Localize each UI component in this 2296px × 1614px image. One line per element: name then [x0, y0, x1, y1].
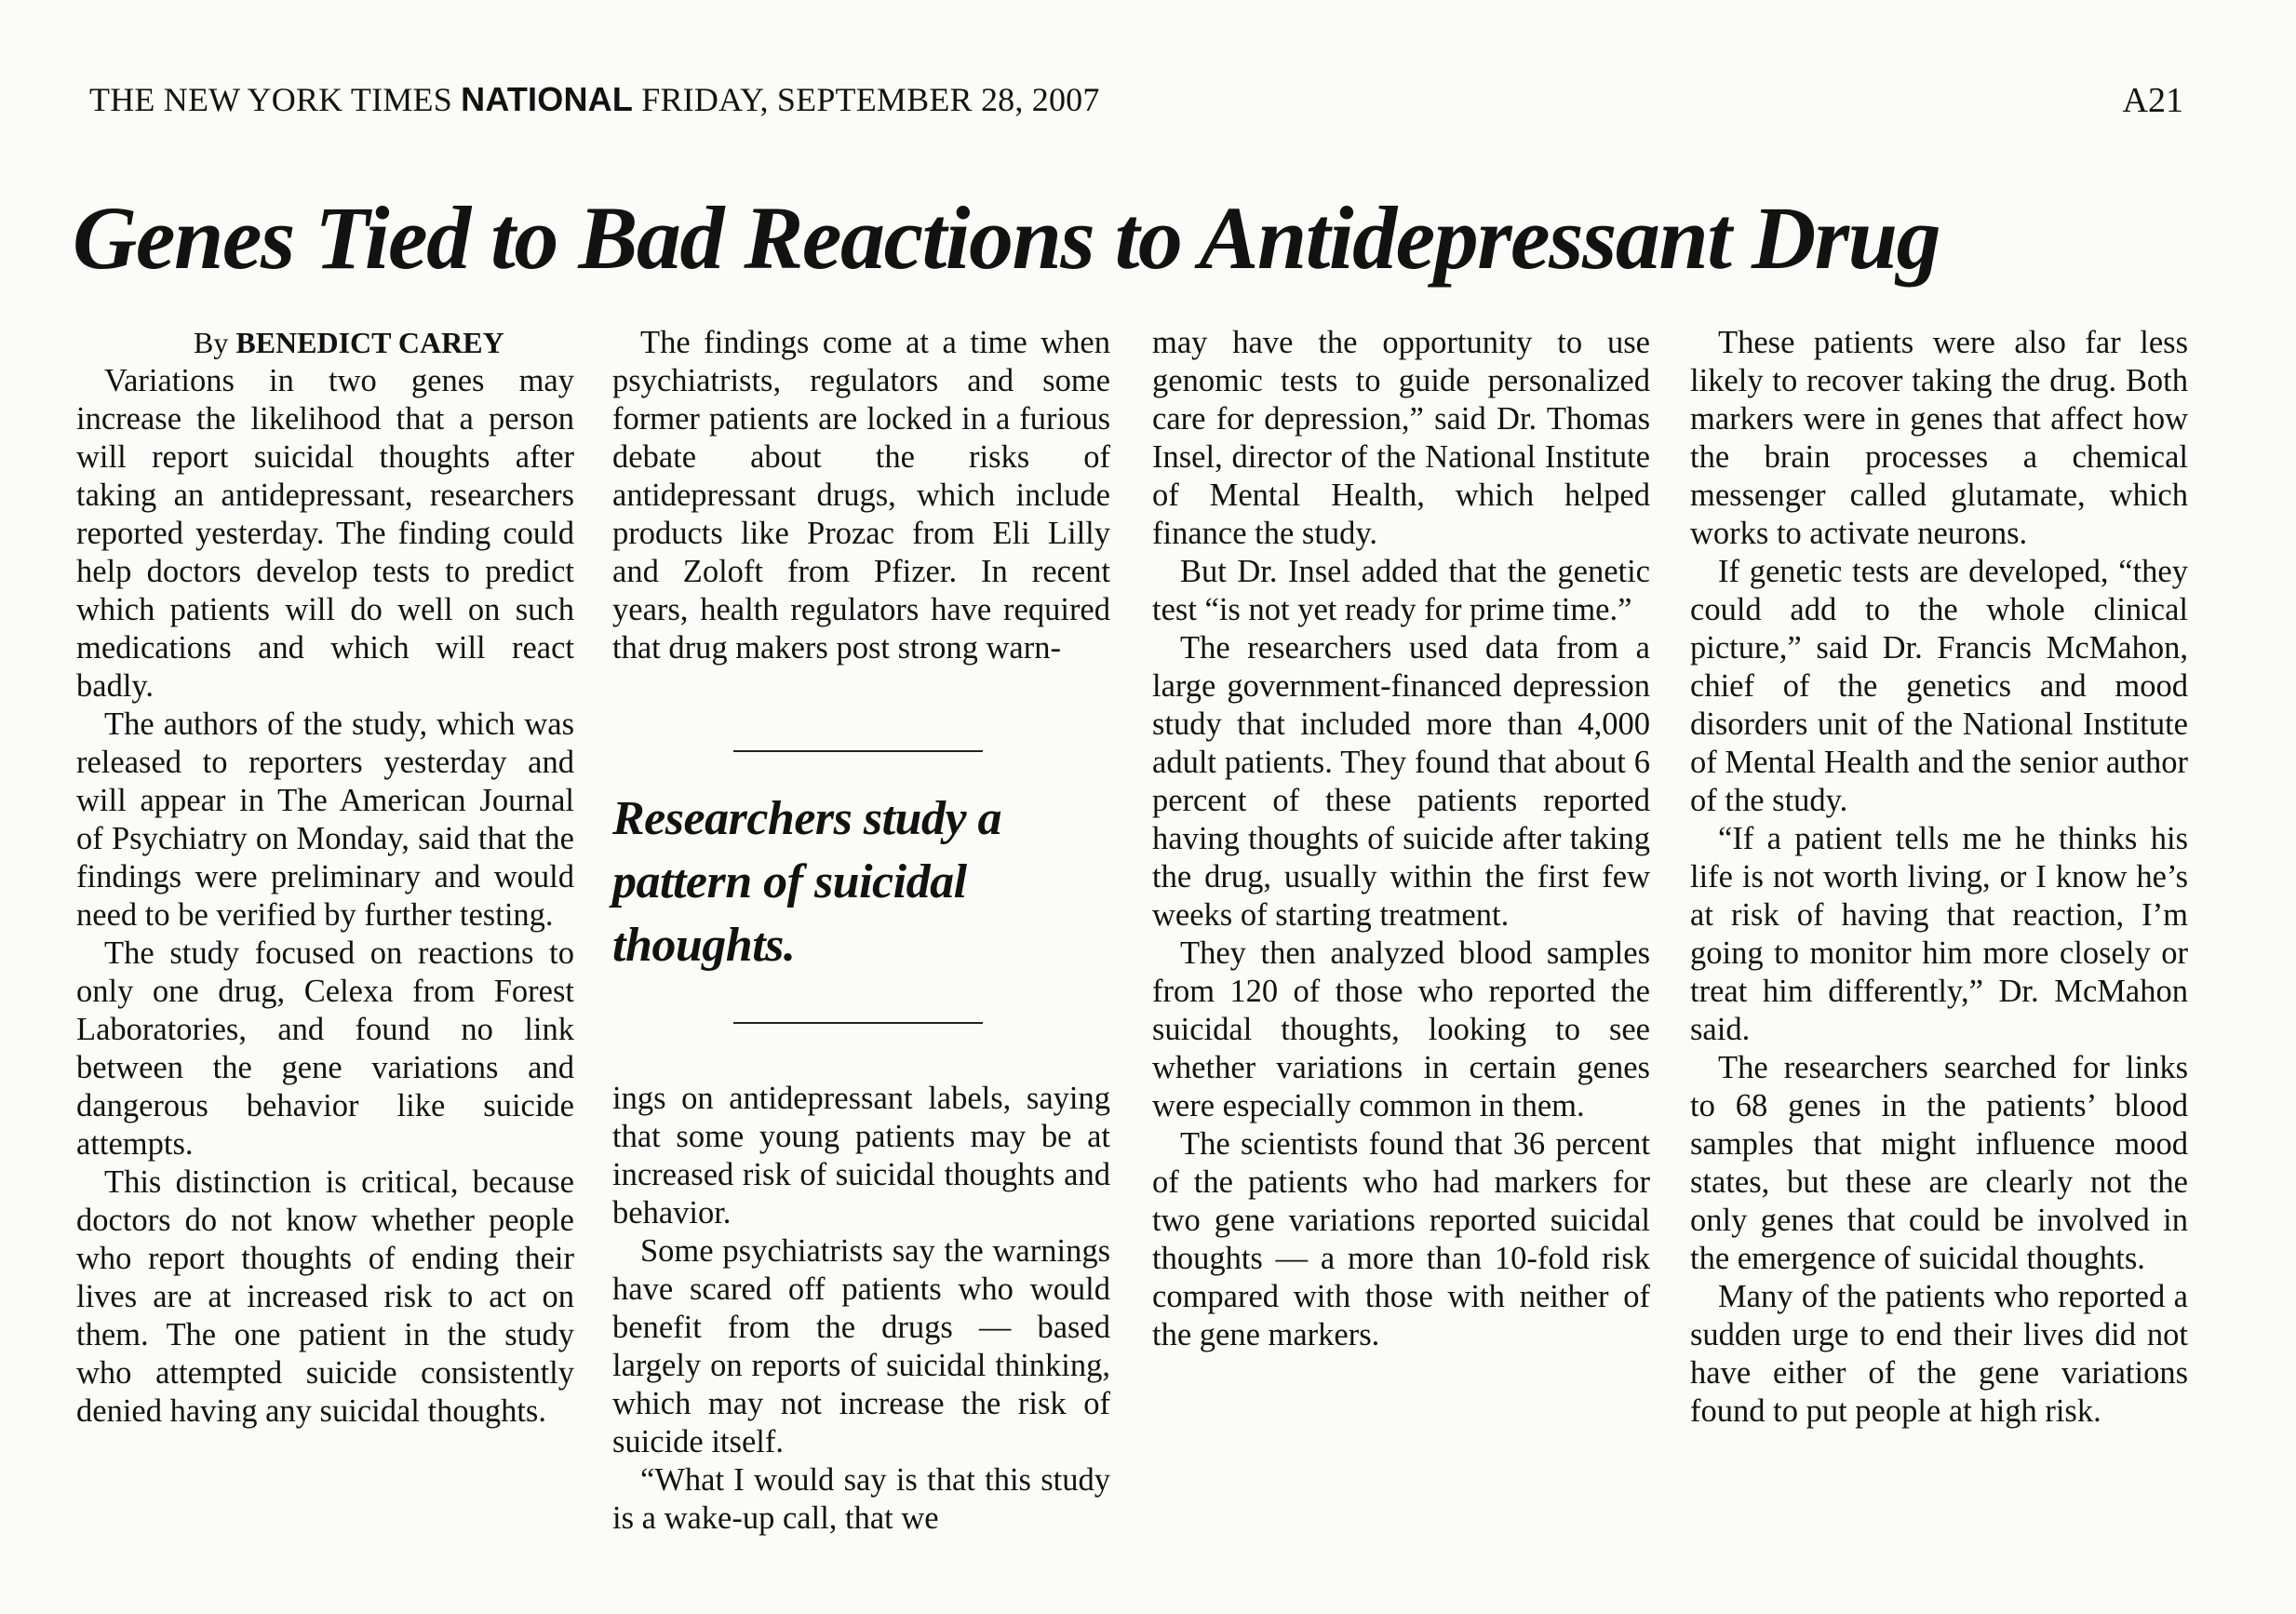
article-column-2-bottom: [612, 1080, 1110, 1538]
paragraph: These patients were also far less likely to recover taking the drug. Both markers were in genes that affect how the brain processes a chemical messenger called glutamate, which works to activate neurons.: [1690, 325, 2188, 551]
paragraph: This distinction is critical, because doctors do not know whether people who report thoughts of ending their lives are at increased risk to act on them. The one patient in the study who attempted suicide consistently denied having any suicidal thoughts.: [76, 1164, 574, 1429]
page-number: A21: [2122, 81, 2183, 120]
paragraph: They then analyzed blood samples from 120 of those who reported the suicidal thoughts, looking to see whether variations in certain genes were especially common in them.: [1152, 935, 1650, 1123]
paragraph: But Dr. Insel added that the genetic test “is not yet ready for prime time.”: [1152, 554, 1650, 627]
section-name: NATIONAL: [461, 80, 634, 118]
byline-prefix: By: [194, 326, 229, 359]
article-column-3: [1152, 324, 1650, 1354]
pull-quote: [612, 750, 1096, 1044]
pull-quote-top-rule: [733, 750, 983, 752]
paragraph: “What I would say is that this study is a wake-up call, that we: [612, 1462, 1110, 1536]
paragraph: may have the opportunity to use genomic tests to guide personalized care for depression,” said Dr. Thomas Insel, director of the National Institute of Mental Health, which helped finance the study.: [1152, 325, 1650, 551]
article-column-2-top: [612, 324, 1110, 667]
paragraph: The researchers used data from a large government-financed depression study that included more than 4,000 adult patients. They found that about 6 percent of these patients reported having thoughts of suicide after taking the drug, usually within the first few weeks of starting treatment.: [1152, 630, 1650, 933]
byline: [76, 324, 574, 362]
byline-author: BENEDICT CAREY: [235, 326, 504, 359]
paragraph: ings on antidepressant labels, saying that some young patients may be at increased risk of suicidal thoughts and behavior.: [612, 1081, 1110, 1231]
article-column-4: [1690, 324, 2188, 1431]
paper-name: THE NEW YORK TIMES: [89, 81, 452, 118]
paragraph: “If a patient tells me he thinks his life is not worth living, or I know he’s at risk of having that reaction, I’m going to monitor him more closely or treat him differently,” Dr. McMahon said.: [1690, 821, 2188, 1047]
paragraph: The authors of the study, which was released to reporters yesterday and will appear in The American Journal of Psychiatry on Monday, said that the findings were preliminary and would need to be verified by further testing.: [76, 706, 574, 933]
paragraph: Many of the patients who reported a sudden urge to end their lives did not have either of the gene variations found to put people at high risk.: [1690, 1279, 2188, 1429]
paragraph: The findings come at a time when psychiatrists, regulators and some former patients are locked in a furious debate about the risks of antidepressant drugs, which include products like Prozac from Eli Lilly and Zoloft from Pfizer. In recent years, health regulators have required that drug makers post strong warn-: [612, 325, 1110, 666]
paragraph: The study focused on reactions to only one drug, Celexa from Forest Laboratories, and found no link between the gene variations and dangerous behavior like suicide attempts.: [76, 935, 574, 1162]
paragraph: Some psychiatrists say the warnings have scared off patients who would benefit from the drugs — based largely on reports of suicidal thinking, which may not increase the risk of suicide itself.: [612, 1233, 1110, 1459]
issue-date: FRIDAY, SEPTEMBER 28, 2007: [641, 81, 1100, 118]
paragraph: If genetic tests are developed, “they could add to the whole clinical picture,” said Dr. Francis McMahon, chief of the genetics and mood disorders unit of the National Institute of Mental Health and the senior author of the study.: [1690, 554, 2188, 818]
folio-line: [89, 80, 1100, 119]
pull-quote-bottom-rule: [733, 1022, 983, 1024]
pull-quote-text: Researchers study a pattern of suicidal thoughts.: [612, 792, 1002, 972]
paragraph: Variations in two genes may increase the likelihood that a person will report suicidal thoughts after taking an antidepressant, researchers reported yesterday. The finding could help doctors develop tests to predict which patients will do well on such medications and which will react badly.: [76, 363, 574, 704]
article-headline: Genes Tied to Bad Reactions to Antidepressant Drug: [73, 188, 1940, 288]
paragraph: The scientists found that 36 percent of the patients who had markers for two gene variations reported suicidal thoughts — a more than 10-fold risk compared with those with neither of the gene markers.: [1152, 1126, 1650, 1352]
masthead-folio: [89, 80, 2183, 127]
paragraph: The researchers searched for links to 68 genes in the patients’ blood samples that might influence mood states, but these are clearly not the only genes that could be involved in the emergence of suicidal thoughts.: [1690, 1050, 2188, 1276]
article-column-1: [76, 324, 574, 1431]
